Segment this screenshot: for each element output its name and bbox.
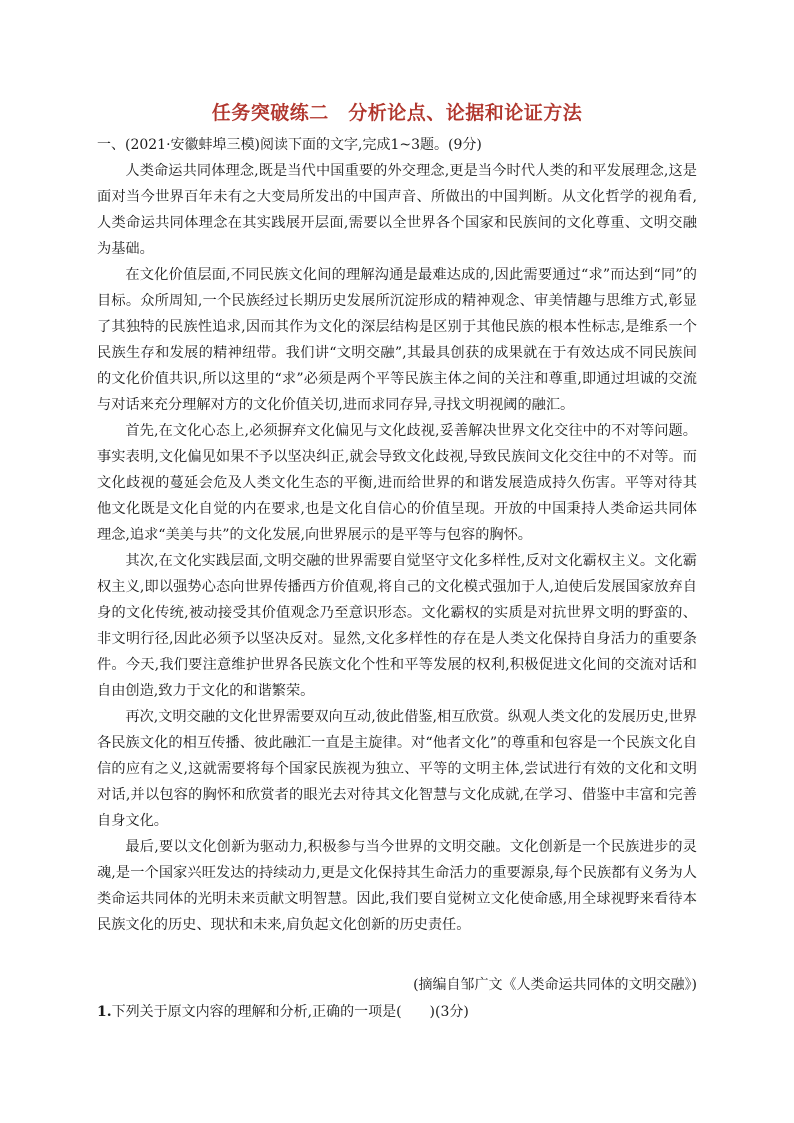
reading-passage (97, 158, 697, 938)
source-citation: (摘编自邹广文《人类命运共同体的文明交融》) (413, 977, 697, 993)
passage-paragraph: 首先,在文化心态上,必须摒弃文化偏见与文化歧视,妥善解决世界文化交往中的不对等问题。事实表明,文化偏见如果不予以坚决纠正,就会导致文化歧视,导致民族间文化交往中的不对等。而文化歧视的蔓延会危及人类文化生态的平衡,进而给世界的和谐发展造成持久伤害。平等对待其他文化既是文化自觉的内在要求,也是文化自信心的价值呈现。开放的中国秉持人类命运共同体理念,追求“美美与共”的文化发展,向世界展示的是平等与包容的胸怀。 (97, 423, 697, 543)
passage-paragraph: 再次,文明交融的文化世界需要双向互动,彼此借鉴,相互欣赏。纵观人类文化的发展历史,世界各民族文化的相互传播、彼此融汇一直是主旋律。对“他者文化”的尊重和包容是一个民族文化自信的应有之义,这就需要将每个国家民族视为独立、平等的文明主体,尝试进行有效的文化和文明对话,并以包容的胸怀和欣赏者的眼光去对待其文化智慧与文化成就,在学习、借鉴中丰富和完善自身文化。 (97, 709, 697, 829)
passage-paragraph: 人类命运共同体理念,既是当代中国重要的外交理念,更是当今时代人类的和平发展理念,这是面对当今世界百年未有之大变局所发出的中国声音、所做出的中国判断。从文化哲学的视角看,人类命运共同体理念在其实践展开层面,需要以全世界各个国家和民族间的文化尊重、文明交融为基础。 (97, 163, 697, 257)
question-number: 1. (97, 1004, 112, 1020)
question-1 (97, 1002, 697, 1022)
page-title: 任务突破练二 分析论点、论据和论证方法 (211, 102, 583, 124)
passage-paragraph: 其次,在文化实践层面,文明交融的世界需要自觉坚守文化多样性,反对文化霸权主义。文化霸权主义,即以强势心态向世界传播西方价值观,将自己的文化模式强加于人,迫使后发展国家放弃自身的文化传统,被动接受其价值观念乃至意识形态。文化霸权的实质是对抗世界文明的野蛮的、非文明行径,因此必须予以坚决反对。显然,文化多样性的存在是人类文化保持自身活力的重要条件。今天,我们要注意维护世界各民族文化个性和平等发展的权利,积极促进文化间的交流对话和自由创造,致力于文化的和谐繁荣。 (97, 553, 697, 699)
passage-paragraph: 在文化价值层面,不同民族文化间的理解沟通是最难达成的,因此需要通过“求”而达到“同”的目标。众所周知,一个民族经过长期历史发展所沉淀形成的精神观念、审美情趣与思维方式,彰显了其独特的民族性追求,因而其作为文化的深层结构是区别于其他民族的根本性标志,是维系一个民族生存和发展的精神纽带。我们讲“文明交融”,其最具创获的成果就在于有效达成不同民族间的文化价值共识,所以这里的“求”必须是两个平等民族主体之间的关注和尊重,即通过坦诚的交流与对话来充分理解对方的文化价值关切,进而求同存异,寻找文明视阈的融汇。 (97, 267, 697, 413)
passage-paragraph: 最后,要以文化创新为驱动力,积极参与当今世界的文明交融。文化创新是一个民族进步的灵魂,是一个国家兴旺发达的持续动力,更是文化保持其生命活力的重要源泉,每个民族都有义务为人类命运共同体的光明未来贡献文明智慧。因此,我们要自觉树立文化使命感,用全球视野来看待本民族文化的历史、现状和未来,肩负起文化创新的历史责任。 (97, 839, 697, 933)
question-header: 一、(2021·安徽蚌埠三模)阅读下面的文字,完成1~3题。(9分) (97, 137, 482, 153)
question-text: 下列关于原文内容的理解和分析,正确的一项是( )(3分) (111, 1004, 469, 1020)
